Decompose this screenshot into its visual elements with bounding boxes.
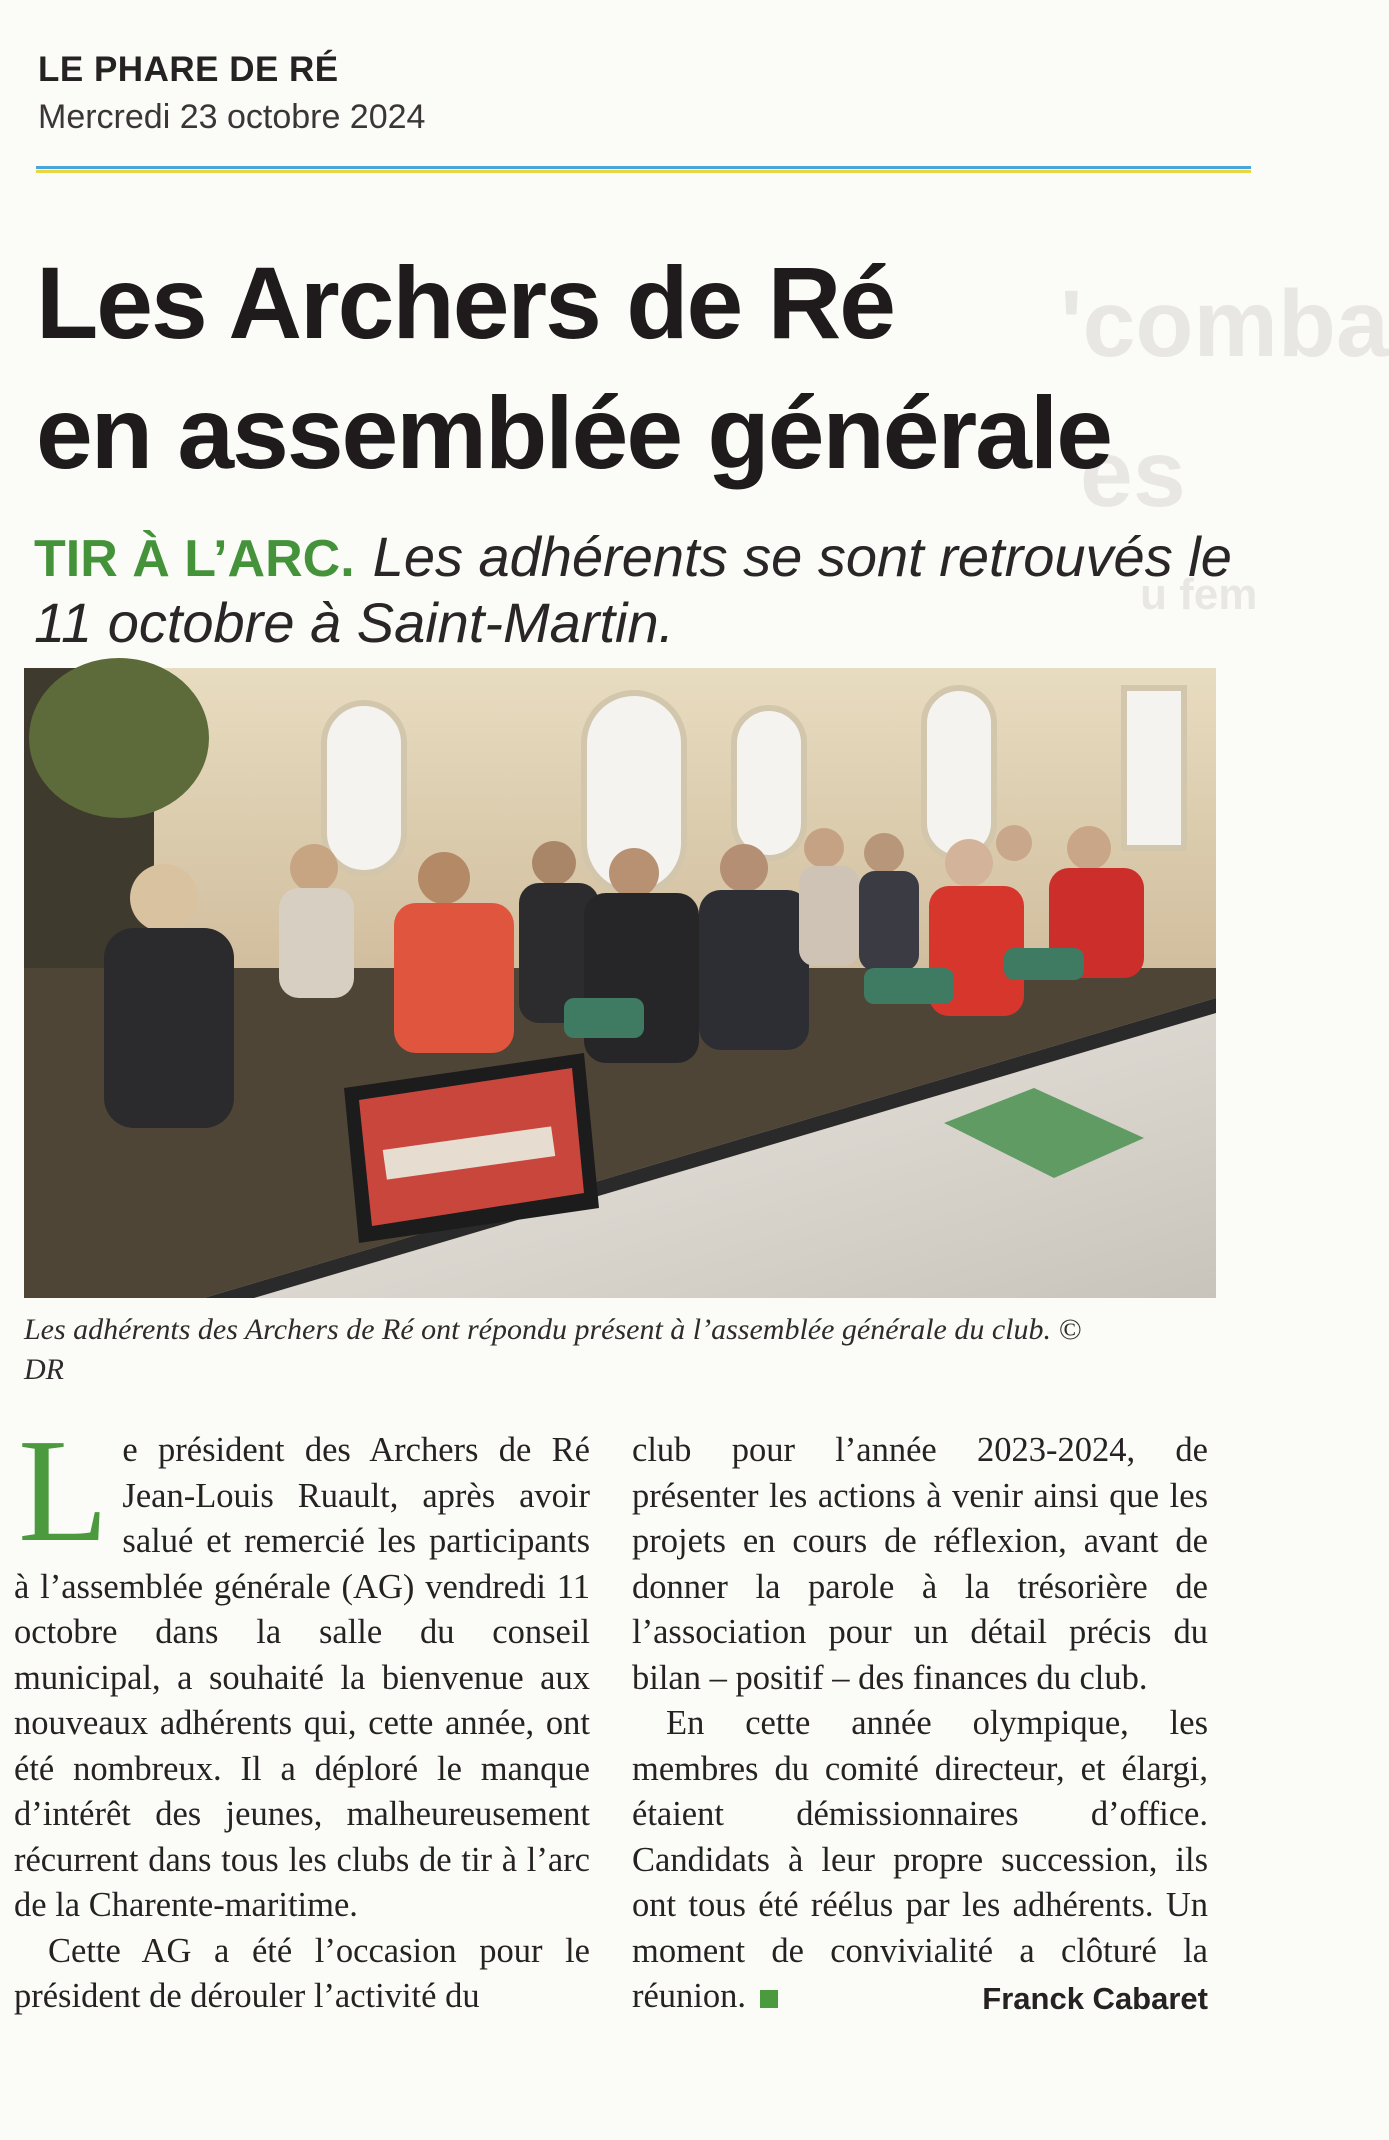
drop-cap: L [18,1409,109,1573]
show-through-text: u fem [1140,570,1258,619]
article-column-2 [632,1428,1208,2022]
paragraph: club pour l’année 2023-2024, de présenter les actions à venir ainsi que les projets en cours de réflexion, avant de donner la parole à la trésorière de l’association pour un détail précis du bilan – positif – des finances du club. [632,1431,1208,1697]
publication-name: LE PHARE DE RÉ [38,50,339,89]
meeting-photo-illustration [24,668,1216,1298]
headline-line-1: Les Archers de Ré [36,246,894,360]
rubric-label: TIR À L’ARC. [34,530,355,588]
author-byline: Franck Cabaret [982,1981,1208,2016]
headline-line-2: en assemblée générale [36,376,1111,490]
masthead-rule-blue [36,166,1251,169]
show-through-text: 'comba [1060,271,1389,377]
masthead-rule-yellow [36,170,1251,173]
standfirst [34,525,1234,654]
issue-date: Mercredi 23 octobre 2024 [38,98,426,136]
article-column-1 [14,1409,590,2020]
end-mark-square-icon [760,1990,778,2008]
article-photo [24,668,1216,1298]
article-headline [36,238,1146,498]
paragraph-text: En cette année olympique, les membres du comité directeur, et élargi, étaient démissionnaires d’office. Candidats à leur propre succession, ils ont tous été réélus par les adhérents. Un moment de convivialité a clôturé la réunion. [632,1704,1208,2015]
paragraph: Cette AG a été l’occasion pour le président de dérouler l’activité du [14,1931,590,2015]
paragraph [14,1409,590,1929]
photo-caption: Les adhérents des Archers de Ré ont répondu présent à l’assemblée générale du club. © DR [24,1313,1082,1386]
paragraph-text: e président des Archers de Ré Jean-Louis Ruault, après avoir salué et remercié les participants à l’assemblée générale (AG) vendredi 11 octobre dans la salle du conseil municipal, a souhaité la bienvenue aux nouveaux adhérents qui, cette année, ont été nombreux. Il a déploré le manque d’intérêt des jeunes, malheureusement récurrent dans tous les clubs de tir à l’arc de la Charente-maritime. [14,1431,590,1924]
paragraph [632,1701,1208,2020]
show-through-text: es [1080,421,1186,527]
standfirst-text: Les adhérents se sont retrouvés le 11 octobre à Saint-Martin. [34,525,1232,654]
